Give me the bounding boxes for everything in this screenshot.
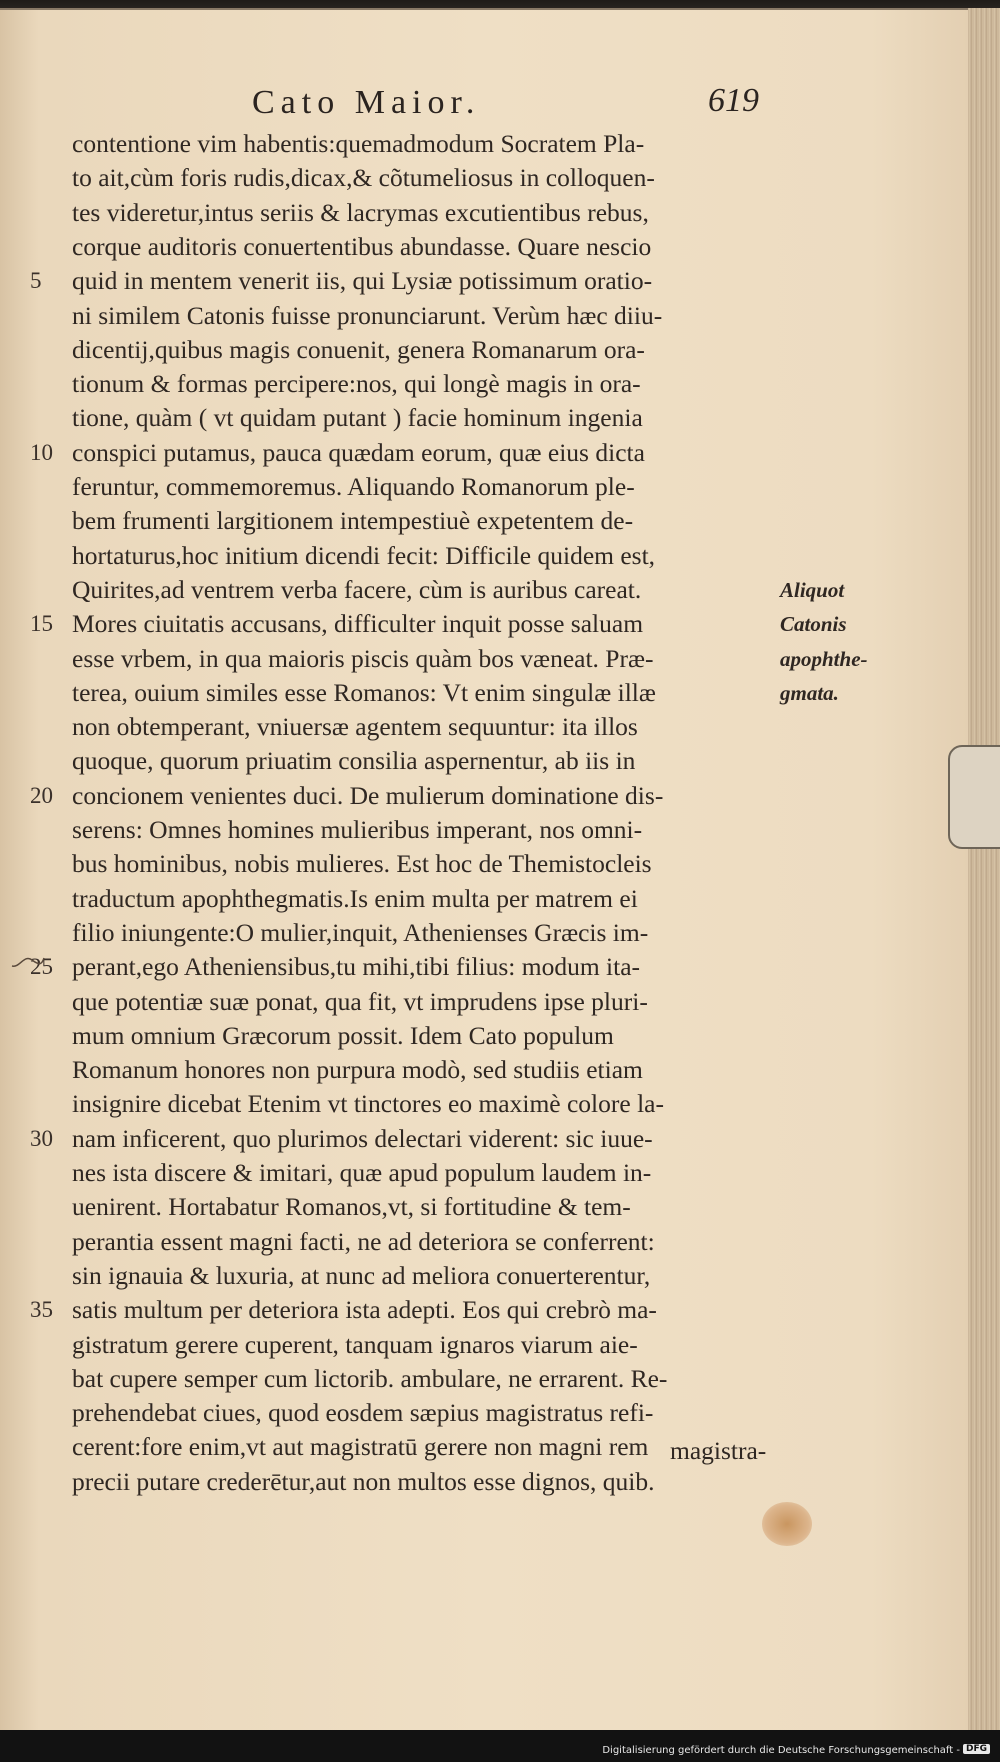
text-line: esse vrbem, in qua maioris piscis quàm bos væneat. Præ- [72,643,654,673]
line-number: 15 [30,611,53,637]
bookmark-clip [948,745,1000,849]
text-line: quid in mentem venerit iis, qui Lysiæ potissimum oratio- [72,266,653,296]
text-line: dicentij,quibus magis conuenit, genera Romanarum ora- [72,334,645,364]
text-line: Quirites,ad ventrem verba facere, cùm is auribus careat. [72,574,642,604]
text-line: quoque, quorum priuatim consilia aspernentur, ab iis in [72,746,636,776]
text-line: insignire dicebat Etenim vt tinctores eo maximè colore la- [72,1089,664,1119]
text-line: perant,ego Atheniensibus,tu mihi,tibi filius: modum ita- [72,952,641,982]
text-line: bat cupere semper cum lictorib. ambulare, ne errarent. Re- [72,1363,668,1393]
text-line: concionem venientes duci. De mulierum dominatione dis- [72,780,664,810]
line-number: 20 [30,782,53,808]
margin-note-line: Aliquot [780,577,845,602]
text-line: hortaturus,hoc initium dicendi fecit: Difficile quidem est, [72,540,656,570]
margin-note-line: Catonis [780,612,847,637]
text-line: tione, quàm ( vt quidam putant ) facie hominum ingenia [72,403,643,433]
text-line: bus hominibus, nobis mulieres. Est hoc de Themistocleis [72,849,652,879]
line-number: 25 [30,954,53,980]
text-line: filio iniungente:O mulier,inquit, Athenienses Græcis im- [72,917,649,947]
text-line: conspici putamus, pauca quædam eorum, quæ eius dicta [72,437,645,467]
margin-note-line: apophthe- [780,646,868,671]
running-head: Cato Maior. [252,84,481,121]
pen-mark [10,950,46,972]
text-line: tes videretur,intus seriis & lacrymas excutientibus rebus, [72,197,649,227]
text-line: contentione vim habentis:quemadmodum Socratem Pla- [72,129,645,158]
text-line: serens: Omnes homines mulieribus imperant, nos omni- [72,815,643,844]
text-line: cerent:fore enim,vt aut magistratū gerere non magni rem [72,1432,649,1462]
line-number: 35 [30,1297,53,1323]
text-line: satis multum per deteriora ista adepti. Eos qui crebrò ma- [72,1295,657,1325]
text-line: feruntur, commemoremus. Aliquando Romanorum ple- [72,472,635,501]
line-number: 10 [30,439,53,465]
text-line: to ait,cùm foris rudis,dicax,& cõtumeliosus in colloquen- [72,163,655,193]
page-fore-edge [968,8,1000,1730]
text-line: prehendebat ciues, quod eosdem sæpius magistratus refi- [72,1398,654,1428]
paper-stain [762,1502,812,1546]
text-line: Mores ciuitatis accusans, difficulter inquit posse saluam [72,609,644,639]
margin-note-line: gmata. [780,680,839,705]
text-line: non obtemperant, vniuersæ agentem sequuntur: ita illos [72,712,638,742]
dfg-logo: DFG [963,1744,990,1754]
text-line: traductum apophthegmatis.Is enim multa per matrem ei [72,883,638,913]
text-line: precii putare crederētur,aut non multos esse dignos, quib. [72,1466,655,1496]
text-line: que potentiæ suæ ponat, qua fit, vt imprudens ipse pluri- [72,986,648,1016]
text-line: perantia essent magni facti, ne ad deteriora se conferrent: [72,1226,655,1256]
line-number: 30 [30,1125,53,1151]
text-line: terea, ouium similes esse Romanos: Vt enim singulæ illæ [72,677,656,707]
page-number: 619 [708,82,759,119]
text-line: ni similem Catonis fuisse pronunciarunt. Verùm hæc diiu- [72,300,663,330]
catchword: magistra- [670,1436,767,1465]
text-line: corque auditoris conuertentibus abundasse. Quare nescio [72,231,652,261]
digitization-credit: Digitalisierung gefördert durch die Deutsche Forschungsgemeinschaft - [602,1745,960,1756]
line-number: 5 [30,268,42,294]
text-line: gistratum gerere cuperent, tanquam ignaros viarum aie- [72,1329,638,1359]
text-line: sin ignauia & luxuria, at nunc ad meliora conuerterentur, [72,1260,651,1290]
text-line: Romanum honores non purpura modò, sed studiis etiam [72,1055,643,1085]
text-line: nam inficerent, quo plurimos delectari viderent: sic iuue- [72,1123,653,1153]
text-line: nes ista discere & imitari, quæ apud populum laudem in- [72,1158,652,1187]
text-line: bem frumenti largitionem intempestiuè expetentem de- [72,506,634,536]
text-line: uenirent. Hortabatur Romanos,vt, si fortitudine & tem- [72,1192,631,1222]
text-line: mum omnium Græcorum possit. Idem Cato populum [72,1020,614,1050]
text-line: tionum & formas percipere:nos, qui longè magis in ora- [72,369,641,399]
